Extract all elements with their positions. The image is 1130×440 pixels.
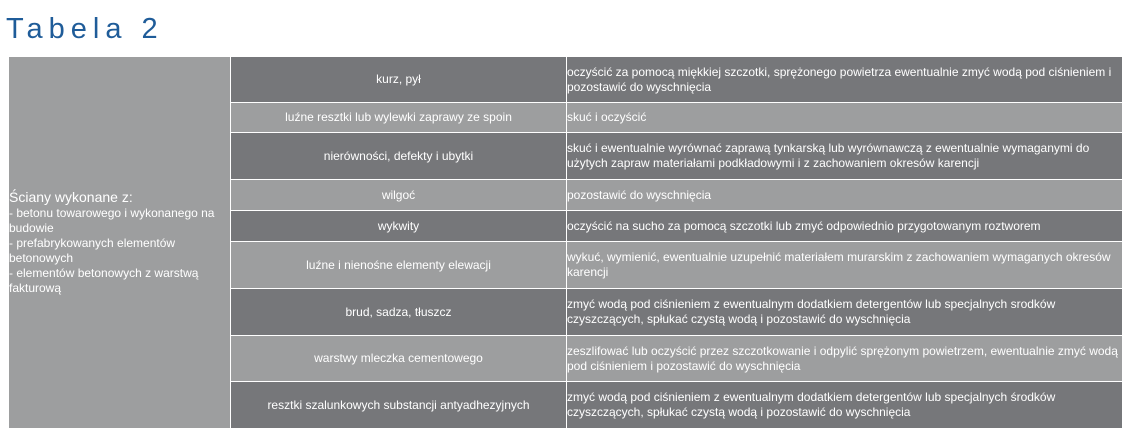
- wall-type-cell: [9, 57, 231, 429]
- action-cell: wykuć, wymienić, ewentualnie uzupełnić materiałem murarskim z zachowaniem wymaganych okresów karencji: [567, 242, 1123, 289]
- issue-cell: luźne i nienośne elementy elewacji: [231, 242, 567, 289]
- issue-cell: warstwy mleczka cementowego: [231, 336, 567, 382]
- action-cell: oczyścić za pomocą miękkiej szczotki, sprężonego powietrza ewentualnie zmyć wodą pod ciśnieniem i pozostawić do wyschnięcia: [567, 57, 1123, 103]
- action-cell: skuć i ewentualnie wyrównać zaprawą tynkarską lub wyrównawczą z ewentualnie wymaganymi do użytych zapraw materiałami podkładowymi i z zachowaniem okresów karencji: [567, 133, 1123, 180]
- wall-type-item: - elementów betonowych z warstwą fakturową: [9, 266, 199, 295]
- action-cell: zmyć wodą pod ciśnieniem z ewentualnym dodatkiem detergentów lub specjalnych środków czyszczących, spłukać czystą wodą i pozostawić do wyschnięcia: [567, 382, 1123, 429]
- issue-cell: wilgoć: [231, 180, 567, 211]
- wall-type-heading: Ściany wykonane z:: [9, 189, 133, 205]
- action-cell: oczyścić na sucho za pomocą szczotki lub zmyć odpowiednio przygotowanym roztworem: [567, 211, 1123, 242]
- surface-preparation-table: [8, 56, 1123, 429]
- action-cell: zeszlifować lub oczyścić przez szczotkowanie i odpylić sprężonym powietrzem, ewentualnie zmyć wodą pod ciśnieniem i pozostawić do wyschnięcia: [567, 336, 1123, 382]
- action-cell: pozostawić do wyschnięcia: [567, 180, 1123, 211]
- issue-cell: resztki szalunkowych substancji antyadhezyjnych: [231, 382, 567, 429]
- wall-type-item: - prefabrykowanych elementów betonowych: [9, 236, 176, 265]
- issue-cell: brud, sadza, tłuszcz: [231, 289, 567, 336]
- page-title: Tabela 2: [6, 13, 164, 45]
- action-cell: zmyć wodą pod ciśnieniem z ewentualnym dodatkiem detergentów lub specjalnych srodków czyszczących, spłukać czystą wodą i pozostawić do wyschnięcia: [567, 289, 1123, 336]
- action-cell: skuć i oczyścić: [567, 103, 1123, 133]
- issue-cell: nierówności, defekty i ubytki: [231, 133, 567, 180]
- table-row: [9, 57, 1123, 103]
- issue-cell: luźne resztki lub wylewki zaprawy ze spoin: [231, 103, 567, 133]
- issue-cell: wykwity: [231, 211, 567, 242]
- issue-cell: kurz, pył: [231, 57, 567, 103]
- wall-type-item: - betonu towarowego i wykonanego na budowie: [9, 206, 215, 235]
